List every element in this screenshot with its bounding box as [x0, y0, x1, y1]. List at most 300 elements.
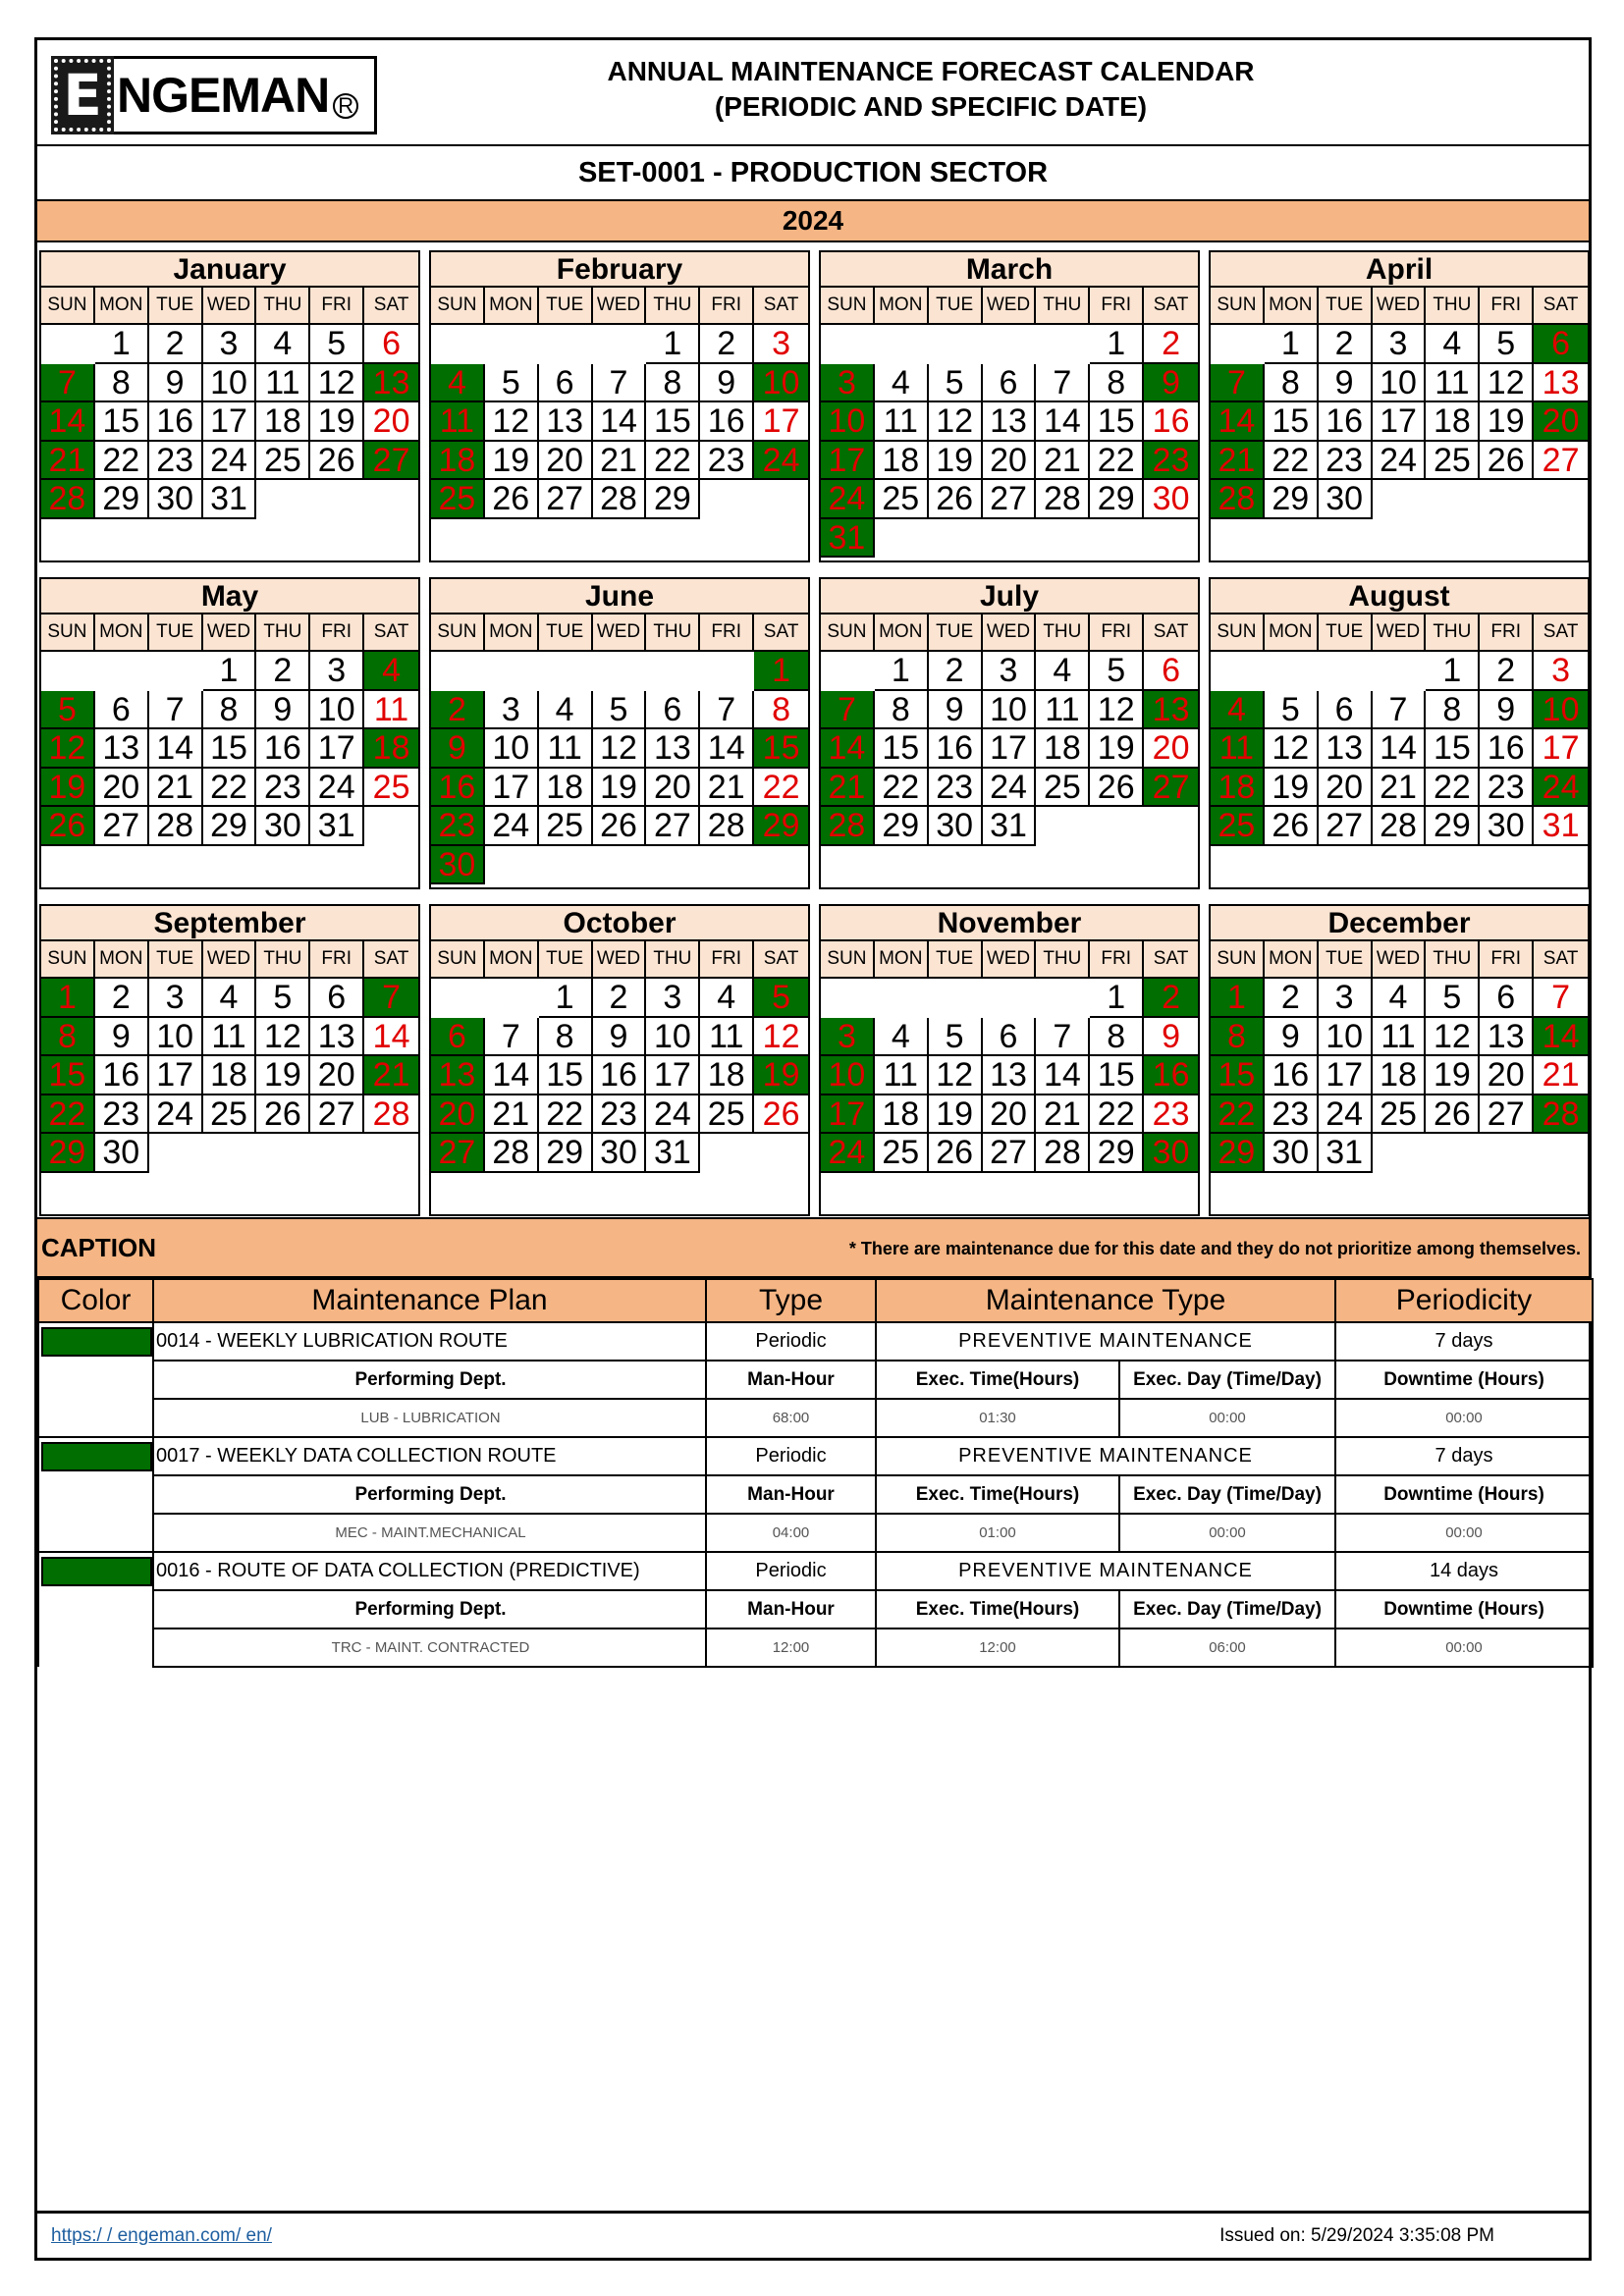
day-cell[interactable]: 7	[700, 691, 754, 730]
day-cell[interactable]: 8	[1265, 364, 1319, 403]
day-cell-maintenance[interactable]: 11	[431, 402, 485, 442]
day-cell-maintenance[interactable]: 20	[431, 1095, 485, 1135]
day-cell[interactable]: 25	[1373, 1095, 1427, 1135]
day-cell[interactable]: 5	[1090, 652, 1144, 691]
day-cell[interactable]: 12	[1265, 729, 1319, 769]
day-cell[interactable]: 21	[1036, 1095, 1090, 1135]
day-cell[interactable]: 3	[754, 325, 808, 364]
day-cell[interactable]: 13	[983, 402, 1037, 442]
day-cell[interactable]: 8	[646, 364, 700, 403]
day-cell[interactable]: 5	[256, 979, 310, 1018]
day-cell[interactable]: 19	[929, 442, 983, 481]
day-cell[interactable]: 17	[310, 729, 364, 769]
day-cell[interactable]: 14	[485, 1056, 539, 1095]
day-cell[interactable]: 13	[95, 729, 149, 769]
day-cell[interactable]: 23	[256, 769, 310, 808]
day-cell[interactable]: 2	[149, 325, 203, 364]
day-cell[interactable]: 18	[875, 1095, 929, 1135]
day-cell[interactable]: 21	[149, 769, 203, 808]
day-cell-maintenance[interactable]: 14	[1211, 402, 1265, 442]
day-cell[interactable]: 6	[983, 1018, 1037, 1057]
day-cell[interactable]: 29	[203, 807, 257, 846]
day-cell[interactable]: 10	[983, 691, 1037, 730]
day-cell[interactable]: 4	[539, 691, 593, 730]
day-cell-maintenance[interactable]: 27	[1144, 769, 1198, 808]
day-cell[interactable]: 2	[1144, 325, 1198, 364]
day-cell-maintenance[interactable]: 29	[1211, 1134, 1265, 1173]
day-cell-maintenance[interactable]: 24	[821, 480, 875, 519]
day-cell[interactable]: 20	[95, 769, 149, 808]
day-cell[interactable]: 11	[875, 402, 929, 442]
day-cell[interactable]: 14	[1036, 1056, 1090, 1095]
day-cell-maintenance[interactable]: 22	[1211, 1095, 1265, 1135]
day-cell[interactable]: 16	[1480, 729, 1534, 769]
day-cell[interactable]: 12	[485, 402, 539, 442]
day-cell[interactable]: 3	[485, 691, 539, 730]
day-cell-maintenance[interactable]: 18	[1211, 769, 1265, 808]
day-cell[interactable]: 30	[593, 1134, 647, 1173]
day-cell-maintenance[interactable]: 16	[1144, 1056, 1198, 1095]
day-cell-maintenance[interactable]: 23	[431, 807, 485, 846]
day-cell[interactable]: 7	[593, 364, 647, 403]
day-cell-maintenance[interactable]: 25	[431, 480, 485, 519]
day-cell[interactable]: 3	[1319, 979, 1373, 1018]
day-cell[interactable]: 28	[700, 807, 754, 846]
day-cell-maintenance[interactable]: 15	[41, 1056, 95, 1095]
day-cell[interactable]: 8	[754, 691, 808, 730]
day-cell[interactable]: 11	[256, 364, 310, 403]
day-cell[interactable]: 12	[310, 364, 364, 403]
day-cell[interactable]: 23	[700, 442, 754, 481]
day-cell[interactable]: 30	[1480, 807, 1534, 846]
day-cell-maintenance[interactable]: 30	[1144, 1134, 1198, 1173]
day-cell[interactable]: 10	[485, 729, 539, 769]
day-cell[interactable]: 8	[203, 691, 257, 730]
day-cell-maintenance[interactable]: 10	[821, 402, 875, 442]
day-cell[interactable]: 7	[485, 1018, 539, 1057]
day-cell[interactable]: 22	[1426, 769, 1480, 808]
day-cell[interactable]: 15	[646, 402, 700, 442]
day-cell[interactable]: 4	[203, 979, 257, 1018]
day-cell[interactable]: 21	[485, 1095, 539, 1135]
day-cell[interactable]: 20	[646, 769, 700, 808]
day-cell[interactable]: 13	[539, 402, 593, 442]
day-cell[interactable]: 20	[1319, 769, 1373, 808]
day-cell[interactable]: 8	[1426, 691, 1480, 730]
day-cell[interactable]: 23	[1265, 1095, 1319, 1135]
day-cell[interactable]: 20	[310, 1056, 364, 1095]
day-cell[interactable]: 26	[929, 1134, 983, 1173]
day-cell[interactable]: 3	[1534, 652, 1588, 691]
day-cell[interactable]: 4	[256, 325, 310, 364]
day-cell[interactable]: 16	[1144, 402, 1198, 442]
day-cell[interactable]: 27	[1319, 807, 1373, 846]
day-cell[interactable]: 27	[646, 807, 700, 846]
day-cell[interactable]: 22	[1090, 1095, 1144, 1135]
day-cell[interactable]: 22	[1265, 442, 1319, 481]
day-cell[interactable]: 17	[1534, 729, 1588, 769]
day-cell[interactable]: 6	[983, 364, 1037, 403]
day-cell[interactable]: 16	[700, 402, 754, 442]
day-cell[interactable]: 18	[539, 769, 593, 808]
day-cell[interactable]: 31	[203, 480, 257, 519]
day-cell[interactable]: 24	[310, 769, 364, 808]
day-cell[interactable]: 14	[1036, 402, 1090, 442]
day-cell[interactable]: 22	[1090, 442, 1144, 481]
day-cell[interactable]: 24	[983, 769, 1037, 808]
day-cell[interactable]: 11	[539, 729, 593, 769]
day-cell[interactable]: 1	[1090, 325, 1144, 364]
day-cell[interactable]: 30	[929, 807, 983, 846]
day-cell[interactable]: 24	[646, 1095, 700, 1135]
day-cell[interactable]: 13	[1534, 364, 1588, 403]
day-cell[interactable]: 1	[1090, 979, 1144, 1018]
day-cell[interactable]: 12	[593, 729, 647, 769]
day-cell-maintenance[interactable]: 10	[821, 1056, 875, 1095]
day-cell[interactable]: 4	[875, 1018, 929, 1057]
day-cell[interactable]: 1	[1265, 325, 1319, 364]
day-cell[interactable]: 2	[95, 979, 149, 1018]
day-cell[interactable]: 19	[1426, 1056, 1480, 1095]
day-cell[interactable]: 1	[875, 652, 929, 691]
day-cell[interactable]: 7	[1373, 691, 1427, 730]
day-cell[interactable]: 5	[593, 691, 647, 730]
day-cell-maintenance[interactable]: 7	[1211, 364, 1265, 403]
engeman-link[interactable]: https:/ / engeman.com/ en/	[51, 2225, 272, 2246]
day-cell[interactable]: 28	[1036, 480, 1090, 519]
day-cell-maintenance[interactable]: 2	[431, 691, 485, 730]
day-cell[interactable]: 15	[1426, 729, 1480, 769]
day-cell-maintenance[interactable]: 3	[821, 1018, 875, 1057]
day-cell[interactable]: 7	[1036, 364, 1090, 403]
day-cell[interactable]: 13	[1480, 1018, 1534, 1057]
day-cell[interactable]: 23	[149, 442, 203, 481]
day-cell[interactable]: 29	[646, 480, 700, 519]
day-cell[interactable]: 1	[1426, 652, 1480, 691]
day-cell[interactable]: 31	[1534, 807, 1588, 846]
day-cell[interactable]: 28	[593, 480, 647, 519]
day-cell[interactable]: 10	[203, 364, 257, 403]
day-cell[interactable]: 25	[700, 1095, 754, 1135]
day-cell[interactable]: 6	[364, 325, 418, 364]
day-cell[interactable]: 1	[95, 325, 149, 364]
day-cell[interactable]: 9	[593, 1018, 647, 1057]
day-cell[interactable]: 25	[364, 769, 418, 808]
day-cell[interactable]: 4	[1373, 979, 1427, 1018]
day-cell[interactable]: 17	[149, 1056, 203, 1095]
day-cell[interactable]: 19	[1265, 769, 1319, 808]
day-cell[interactable]: 25	[875, 1134, 929, 1173]
day-cell[interactable]: 1	[646, 325, 700, 364]
day-cell[interactable]: 8	[95, 364, 149, 403]
day-cell[interactable]: 16	[929, 729, 983, 769]
day-cell[interactable]: 2	[256, 652, 310, 691]
day-cell[interactable]: 30	[95, 1134, 149, 1173]
day-cell[interactable]: 6	[310, 979, 364, 1018]
day-cell[interactable]: 30	[1319, 480, 1373, 519]
day-cell-maintenance[interactable]: 26	[41, 807, 95, 846]
day-cell[interactable]: 7	[149, 691, 203, 730]
day-cell[interactable]: 16	[95, 1056, 149, 1095]
day-cell[interactable]: 31	[983, 807, 1037, 846]
day-cell[interactable]: 14	[700, 729, 754, 769]
day-cell[interactable]: 25	[539, 807, 593, 846]
day-cell[interactable]: 12	[1480, 364, 1534, 403]
day-cell[interactable]: 14	[149, 729, 203, 769]
day-cell[interactable]: 4	[875, 364, 929, 403]
day-cell[interactable]: 16	[593, 1056, 647, 1095]
day-cell[interactable]: 15	[1090, 1056, 1144, 1095]
day-cell-maintenance[interactable]: 24	[821, 1134, 875, 1173]
day-cell-maintenance[interactable]: 14	[821, 729, 875, 769]
day-cell[interactable]: 29	[1090, 480, 1144, 519]
day-cell[interactable]: 8	[1090, 1018, 1144, 1057]
day-cell-maintenance[interactable]: 7	[41, 364, 95, 403]
day-cell[interactable]: 28	[1036, 1134, 1090, 1173]
day-cell[interactable]: 15	[1090, 402, 1144, 442]
day-cell[interactable]: 27	[1480, 1095, 1534, 1135]
day-cell-maintenance[interactable]: 21	[821, 769, 875, 808]
day-cell[interactable]: 14	[1373, 729, 1427, 769]
day-cell[interactable]: 29	[539, 1134, 593, 1173]
day-cell[interactable]: 26	[485, 480, 539, 519]
day-cell[interactable]: 21	[1534, 1056, 1588, 1095]
day-cell[interactable]: 21	[593, 442, 647, 481]
day-cell[interactable]: 15	[1265, 402, 1319, 442]
day-cell[interactable]: 27	[539, 480, 593, 519]
day-cell[interactable]: 24	[1373, 442, 1427, 481]
day-cell[interactable]: 26	[754, 1095, 808, 1135]
day-cell[interactable]: 28	[364, 1095, 418, 1135]
day-cell-maintenance[interactable]: 15	[1211, 1056, 1265, 1095]
day-cell[interactable]: 3	[310, 652, 364, 691]
day-cell[interactable]: 9	[149, 364, 203, 403]
day-cell[interactable]: 3	[149, 979, 203, 1018]
day-cell[interactable]: 2	[700, 325, 754, 364]
day-cell-maintenance[interactable]: 9	[431, 729, 485, 769]
day-cell[interactable]: 9	[1480, 691, 1534, 730]
day-cell[interactable]: 7	[1036, 1018, 1090, 1057]
day-cell-maintenance[interactable]: 12	[41, 729, 95, 769]
day-cell[interactable]: 28	[485, 1134, 539, 1173]
day-cell-maintenance[interactable]: 17	[821, 442, 875, 481]
day-cell-maintenance[interactable]: 11	[1211, 729, 1265, 769]
day-cell[interactable]: 5	[1480, 325, 1534, 364]
day-cell-maintenance[interactable]: 4	[431, 364, 485, 403]
day-cell-maintenance[interactable]: 14	[1534, 1018, 1588, 1057]
day-cell[interactable]: 12	[256, 1018, 310, 1057]
day-cell-maintenance[interactable]: 13	[1144, 691, 1198, 730]
day-cell-maintenance[interactable]: 8	[1211, 1018, 1265, 1057]
day-cell[interactable]: 3	[1373, 325, 1427, 364]
day-cell[interactable]: 10	[310, 691, 364, 730]
day-cell[interactable]: 5	[485, 364, 539, 403]
day-cell[interactable]: 26	[1090, 769, 1144, 808]
day-cell[interactable]: 8	[1090, 364, 1144, 403]
day-cell-maintenance[interactable]: 1	[754, 652, 808, 691]
day-cell[interactable]: 24	[203, 442, 257, 481]
day-cell-maintenance[interactable]: 22	[41, 1095, 95, 1135]
day-cell[interactable]: 18	[875, 442, 929, 481]
day-cell[interactable]: 15	[95, 402, 149, 442]
day-cell-maintenance[interactable]: 5	[41, 691, 95, 730]
day-cell[interactable]: 20	[983, 1095, 1037, 1135]
day-cell[interactable]: 9	[256, 691, 310, 730]
day-cell[interactable]: 6	[539, 364, 593, 403]
day-cell[interactable]: 9	[700, 364, 754, 403]
day-cell[interactable]: 24	[485, 807, 539, 846]
day-cell[interactable]: 27	[310, 1095, 364, 1135]
day-cell[interactable]: 17	[646, 1056, 700, 1095]
day-cell-maintenance[interactable]: 28	[1211, 480, 1265, 519]
day-cell[interactable]: 6	[95, 691, 149, 730]
day-cell[interactable]: 26	[593, 807, 647, 846]
day-cell[interactable]: 20	[1144, 729, 1198, 769]
day-cell[interactable]: 11	[1373, 1018, 1427, 1057]
day-cell-maintenance[interactable]: 27	[364, 442, 418, 481]
day-cell-maintenance[interactable]: 1	[41, 979, 95, 1018]
day-cell[interactable]: 23	[1144, 1095, 1198, 1135]
day-cell[interactable]: 17	[983, 729, 1037, 769]
day-cell[interactable]: 15	[875, 729, 929, 769]
day-cell[interactable]: 17	[754, 402, 808, 442]
day-cell[interactable]: 18	[1036, 729, 1090, 769]
day-cell[interactable]: 11	[700, 1018, 754, 1057]
day-cell-maintenance[interactable]: 25	[1211, 807, 1265, 846]
day-cell[interactable]: 20	[539, 442, 593, 481]
day-cell-maintenance[interactable]: 28	[821, 807, 875, 846]
day-cell[interactable]: 29	[95, 480, 149, 519]
day-cell-maintenance[interactable]: 24	[754, 442, 808, 481]
day-cell[interactable]: 4	[700, 979, 754, 1018]
day-cell[interactable]: 11	[1036, 691, 1090, 730]
day-cell-maintenance[interactable]: 14	[41, 402, 95, 442]
day-cell[interactable]: 27	[1534, 442, 1588, 481]
day-cell[interactable]: 11	[1426, 364, 1480, 403]
day-cell[interactable]: 10	[1373, 364, 1427, 403]
day-cell[interactable]: 17	[203, 402, 257, 442]
day-cell[interactable]: 23	[95, 1095, 149, 1135]
day-cell[interactable]: 1	[539, 979, 593, 1018]
day-cell-maintenance[interactable]: 28	[1534, 1095, 1588, 1135]
day-cell-maintenance[interactable]: 21	[41, 442, 95, 481]
day-cell[interactable]: 13	[310, 1018, 364, 1057]
day-cell[interactable]: 22	[754, 769, 808, 808]
day-cell[interactable]: 25	[256, 442, 310, 481]
day-cell[interactable]: 15	[203, 729, 257, 769]
day-cell[interactable]: 3	[203, 325, 257, 364]
day-cell[interactable]: 29	[875, 807, 929, 846]
day-cell[interactable]: 19	[485, 442, 539, 481]
day-cell[interactable]: 6	[1319, 691, 1373, 730]
day-cell[interactable]: 16	[1265, 1056, 1319, 1095]
day-cell[interactable]: 8	[539, 1018, 593, 1057]
day-cell[interactable]: 9	[1265, 1018, 1319, 1057]
day-cell[interactable]: 6	[1144, 652, 1198, 691]
day-cell[interactable]: 31	[646, 1134, 700, 1173]
day-cell[interactable]: 22	[646, 442, 700, 481]
day-cell[interactable]: 3	[983, 652, 1037, 691]
day-cell-maintenance[interactable]: 16	[431, 769, 485, 808]
day-cell-maintenance[interactable]: 9	[1144, 364, 1198, 403]
day-cell[interactable]: 26	[1265, 807, 1319, 846]
day-cell[interactable]: 21	[1036, 442, 1090, 481]
day-cell-maintenance[interactable]: 18	[364, 729, 418, 769]
day-cell[interactable]: 30	[1144, 480, 1198, 519]
day-cell-maintenance[interactable]: 10	[1534, 691, 1588, 730]
day-cell[interactable]: 17	[485, 769, 539, 808]
day-cell[interactable]: 30	[149, 480, 203, 519]
day-cell[interactable]: 6	[646, 691, 700, 730]
day-cell-maintenance[interactable]: 6	[431, 1018, 485, 1057]
day-cell[interactable]: 5	[929, 364, 983, 403]
day-cell[interactable]: 13	[646, 729, 700, 769]
day-cell[interactable]: 12	[754, 1018, 808, 1057]
day-cell[interactable]: 19	[256, 1056, 310, 1095]
day-cell[interactable]: 18	[1426, 402, 1480, 442]
day-cell[interactable]: 22	[203, 769, 257, 808]
day-cell-maintenance[interactable]: 30	[431, 846, 485, 885]
day-cell-maintenance[interactable]: 21	[1211, 442, 1265, 481]
day-cell-maintenance[interactable]: 17	[821, 1095, 875, 1135]
day-cell[interactable]: 25	[875, 480, 929, 519]
day-cell[interactable]: 11	[203, 1018, 257, 1057]
day-cell-maintenance[interactable]: 28	[41, 480, 95, 519]
day-cell[interactable]: 20	[983, 442, 1037, 481]
day-cell-maintenance[interactable]: 20	[1534, 402, 1588, 442]
day-cell-maintenance[interactable]: 4	[364, 652, 418, 691]
day-cell[interactable]: 10	[149, 1018, 203, 1057]
day-cell[interactable]: 7	[1534, 979, 1588, 1018]
day-cell[interactable]: 2	[1265, 979, 1319, 1018]
day-cell-maintenance[interactable]: 5	[754, 979, 808, 1018]
day-cell-maintenance[interactable]: 13	[431, 1056, 485, 1095]
day-cell[interactable]: 29	[1090, 1134, 1144, 1173]
day-cell[interactable]: 2	[1480, 652, 1534, 691]
day-cell[interactable]: 12	[929, 402, 983, 442]
day-cell-maintenance[interactable]: 21	[364, 1056, 418, 1095]
day-cell[interactable]: 19	[1090, 729, 1144, 769]
day-cell[interactable]: 18	[256, 402, 310, 442]
day-cell-maintenance[interactable]: 23	[1144, 442, 1198, 481]
day-cell[interactable]: 9	[929, 691, 983, 730]
day-cell-maintenance[interactable]: 3	[821, 364, 875, 403]
day-cell[interactable]: 13	[1319, 729, 1373, 769]
day-cell-maintenance[interactable]: 6	[1534, 325, 1588, 364]
day-cell[interactable]: 11	[875, 1056, 929, 1095]
day-cell[interactable]: 24	[149, 1095, 203, 1135]
day-cell[interactable]: 27	[983, 1134, 1037, 1173]
day-cell[interactable]: 16	[1319, 402, 1373, 442]
day-cell-maintenance[interactable]: 10	[754, 364, 808, 403]
day-cell-maintenance[interactable]: 19	[754, 1056, 808, 1095]
day-cell[interactable]: 12	[929, 1056, 983, 1095]
day-cell[interactable]: 26	[1480, 442, 1534, 481]
day-cell[interactable]: 21	[700, 769, 754, 808]
day-cell[interactable]: 30	[256, 807, 310, 846]
day-cell-maintenance[interactable]: 29	[754, 807, 808, 846]
day-cell[interactable]: 18	[700, 1056, 754, 1095]
day-cell[interactable]: 9	[1144, 1018, 1198, 1057]
day-cell[interactable]: 2	[1319, 325, 1373, 364]
day-cell[interactable]: 5	[1426, 979, 1480, 1018]
day-cell[interactable]: 3	[646, 979, 700, 1018]
day-cell[interactable]: 14	[364, 1018, 418, 1057]
day-cell[interactable]: 29	[1426, 807, 1480, 846]
day-cell[interactable]: 26	[1426, 1095, 1480, 1135]
day-cell[interactable]: 25	[1426, 442, 1480, 481]
day-cell[interactable]: 23	[929, 769, 983, 808]
